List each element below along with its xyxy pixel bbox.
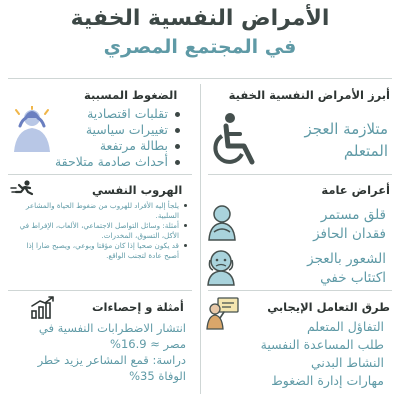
symptom-line: اكتئاب خفي: [320, 270, 386, 286]
bar-chart-icon: [30, 296, 56, 320]
page-title: الأمراض النفسية الخفية: [70, 6, 330, 31]
stat-line: انتشار الاضطرابات النفسية في: [38, 321, 186, 335]
escape-list: [16, 201, 188, 261]
top-disorder-line: متلازمة العجز: [304, 120, 388, 138]
list-item: أحداث صادمة متلاحقة: [55, 154, 182, 170]
stat-line: الوفاة 35%: [129, 369, 186, 383]
section-title-escape: الهروب النفسي: [92, 183, 183, 197]
symptoms-group-1: [313, 206, 386, 244]
list-item: قد يكون صحيا إذا كان مؤقتا وبوعي، ويصبح ضارا إذا أصبح عادة لتجنب الواقع.: [16, 241, 188, 260]
list-item: تغييرات سياسية: [55, 122, 182, 138]
section-title-pressures: الضغوط المسببة: [84, 88, 178, 102]
list-item: بطالة مرتفعة: [55, 138, 182, 154]
divider-row2-right: [208, 290, 392, 291]
top-disorders-text: [304, 118, 388, 162]
divider-row1-right: [208, 174, 392, 175]
coping-line: طلب المساعدة النفسية: [260, 337, 384, 352]
anxious-person-icon: [206, 204, 238, 242]
page-subtitle: في المجتمع المصري: [103, 36, 297, 58]
top-disorder-line: المتعلم: [343, 142, 388, 160]
symptom-line: فقدان الحافز: [313, 226, 386, 242]
divider-row1: [8, 174, 192, 175]
running-person-icon: [10, 180, 36, 200]
divider-row2: [8, 290, 192, 291]
section-title-top-disorders: أبرز الأمراض النفسية الخفية: [228, 88, 390, 102]
pressures-list: [55, 106, 182, 170]
stat-line: مصر ≈ 16.9%: [110, 337, 186, 351]
section-title-symptoms: أعراض عامة: [321, 183, 390, 197]
list-item: يلجأ إليه الأفراد للهروب من ضغوط الحياة والمشاعر السلبية.: [16, 201, 188, 220]
wheelchair-icon: [208, 112, 258, 168]
worried-face-icon: [204, 248, 238, 286]
symptom-line: قلق مستمر: [320, 207, 386, 223]
coping-list: [261, 318, 384, 390]
stats-text: [38, 320, 186, 384]
stat-line: دراسة: قمع المشاعر يزيد خطر: [37, 353, 186, 367]
help-board-icon: [206, 296, 240, 330]
symptoms-group-2: [307, 250, 386, 288]
divider-top: [8, 78, 392, 79]
divider-vertical: [200, 84, 201, 394]
coping-line: النشاط البدني: [310, 355, 384, 370]
section-title-coping: طرق التعامل الإيجابي: [267, 300, 390, 314]
coping-line: مهارات إدارة الضغوط: [271, 373, 384, 388]
list-item: أمثلة: وسائل التواصل الاجتماعي، الألعاب، الإفراط في الأكل، التسوق، المخدرات.: [16, 221, 188, 240]
symptom-line: الشعور بالعجز: [307, 251, 386, 267]
coping-line: التفاؤل المتعلم: [306, 319, 384, 334]
list-item: تقلبات اقتصادية: [55, 106, 182, 122]
stressed-person-icon: [10, 106, 54, 154]
section-title-stats: أمثلة و إحصاءات: [92, 300, 184, 314]
